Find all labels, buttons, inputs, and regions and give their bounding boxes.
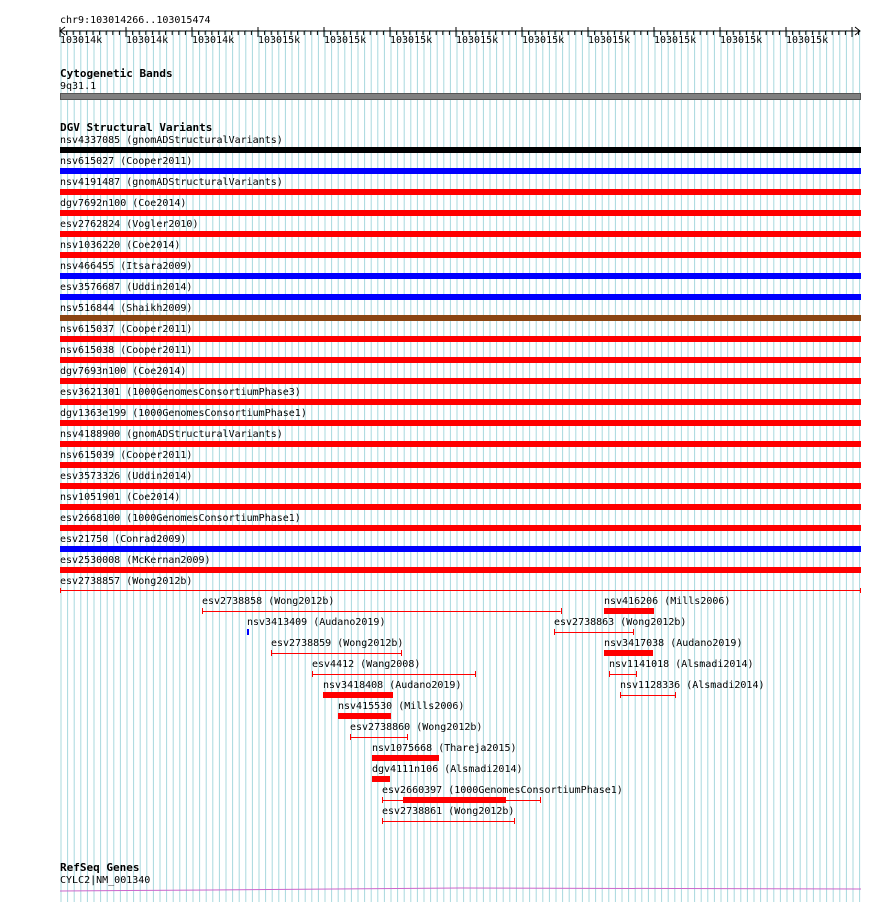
dgv-feature-label[interactable]: nsv1051901 (Coe2014) [60,492,181,503]
dgv-feature-bar[interactable] [403,797,507,803]
dgv-feature-label[interactable]: nsv466455 (Itsara2009) [60,261,193,272]
ruler-tick-label: 103014k [192,35,235,46]
dgv-feature-line[interactable] [60,588,861,593]
dgv-feature-bar[interactable] [372,755,439,761]
dgv-feature-label[interactable]: dgv4111n106 (Alsmadi2014) [372,764,523,775]
dgv-feature-label[interactable]: esv2738857 (Wong2012b) [60,576,193,587]
ruler-range-label: chr9:103014266..103015474 [60,15,211,26]
refseq-gene-line[interactable] [60,885,861,893]
ruler-tick-label: 103015k [720,35,763,46]
dgv-feature-line[interactable] [620,692,676,698]
refseq-gene-label[interactable]: CYLC2|NM_001340 [60,875,151,886]
dgv-feature-bar[interactable] [323,692,393,698]
dgv-feature-label[interactable]: dgv7693n100 (Coe2014) [60,366,187,377]
dgv-feature-label[interactable]: nsv1128336 (Alsmadi2014) [620,680,765,691]
dgv-feature-label[interactable]: esv3621301 (1000GenomesConsortiumPhase3) [60,387,301,398]
dgv-feature-bar[interactable] [60,252,861,258]
dgv-feature-label[interactable]: esv2738859 (Wong2012b) [271,638,404,649]
dgv-feature-line[interactable] [554,629,635,635]
ruler-tick-label: 103015k [522,35,565,46]
dgv-feature-bar[interactable] [60,189,861,195]
dgv-feature-line[interactable] [609,671,637,677]
dgv-feature-label[interactable]: esv2762824 (Vogler2010) [60,219,199,230]
dgv-feature-label[interactable]: esv2738860 (Wong2012b) [350,722,483,733]
dgv-feature-label[interactable]: dgv1363e199 (1000GenomesConsortiumPhase1) [60,408,307,419]
ruler-tick-label: 103015k [588,35,631,46]
dgv-feature-label[interactable]: nsv1141018 (Alsmadi2014) [609,659,754,670]
dgv-feature-label[interactable]: nsv615038 (Cooper2011) [60,345,193,356]
ruler-tick-label: 103015k [324,35,367,46]
dgv-feature-label[interactable]: esv4412 (Wang2008) [312,659,421,670]
dgv-feature-line[interactable] [271,650,402,656]
dgv-feature-label[interactable]: nsv615037 (Cooper2011) [60,324,193,335]
ruler-tick-label: 103015k [786,35,829,46]
ruler-tick-label: 103015k [258,35,301,46]
cytoband-label: 9q31.1 [60,81,97,92]
refseq-track-title[interactable]: RefSeq Genes [60,861,140,874]
dgv-feature-bar[interactable] [60,483,861,489]
dgv-feature-label[interactable]: nsv516844 (Shaikh2009) [60,303,193,314]
dgv-feature-label[interactable]: nsv3417038 (Audano2019) [604,638,743,649]
dgv-feature-line[interactable] [312,671,476,677]
dgv-feature-label[interactable]: nsv4337085 (gnomADStructuralVariants) [60,135,283,146]
dgv-feature-bar[interactable] [60,546,861,552]
dgv-feature-bar[interactable] [60,357,861,363]
dgv-feature-label[interactable]: esv2668100 (1000GenomesConsortiumPhase1) [60,513,301,524]
dgv-feature-bar[interactable] [338,713,391,719]
dgv-feature-bar[interactable] [60,441,861,447]
dgv-feature-label[interactable]: nsv1075668 (Thareja2015) [372,743,517,754]
dgv-feature-bar[interactable] [60,504,861,510]
dgv-feature-bar[interactable] [60,378,861,384]
dgv-feature-bar[interactable] [604,650,653,656]
dgv-feature-bar[interactable] [247,629,249,635]
dgv-feature-label[interactable]: nsv615027 (Cooper2011) [60,156,193,167]
dgv-feature-line[interactable] [202,608,561,614]
dgv-feature-bar[interactable] [60,336,861,342]
dgv-feature-bar[interactable] [60,399,861,405]
dgv-feature-label[interactable]: nsv415530 (Mills2006) [338,701,465,712]
ruler-tick-label: 103014k [126,35,169,46]
dgv-feature-label[interactable]: nsv3413409 (Audano2019) [247,617,386,628]
dgv-feature-label[interactable]: esv3573326 (Uddin2014) [60,471,193,482]
dgv-feature-label[interactable]: nsv4188900 (gnomADStructuralVariants) [60,429,283,440]
cytobands-track-title[interactable]: Cytogenetic Bands [60,67,173,80]
dgv-feature-bar[interactable] [372,776,390,782]
ruler-tick-label: 103014k [60,35,103,46]
dgv-feature-line[interactable] [382,818,516,824]
dgv-feature-label[interactable]: esv2530008 (McKernan2009) [60,555,211,566]
dgv-feature-label[interactable]: nsv3418408 (Audano2019) [323,680,462,691]
dgv-feature-bar[interactable] [60,147,861,153]
dgv-feature-label[interactable]: nsv4191487 (gnomADStructuralVariants) [60,177,283,188]
dgv-feature-bar[interactable] [604,608,654,614]
dgv-feature-label[interactable]: esv21750 (Conrad2009) [60,534,187,545]
dgv-feature-bar[interactable] [60,315,861,321]
dgv-feature-bar[interactable] [60,567,861,573]
cytoband-bar[interactable] [60,93,861,100]
dgv-feature-label[interactable]: nsv1036220 (Coe2014) [60,240,181,251]
ruler-tick-label: 103015k [390,35,433,46]
dgv-feature-label[interactable]: esv2738861 (Wong2012b) [382,806,515,817]
ruler-tick-label: 103015k [456,35,499,46]
ruler-tick-label: 103015k [654,35,697,46]
dgv-feature-label[interactable]: esv2738863 (Wong2012b) [554,617,687,628]
dgv-track-title[interactable]: DGV Structural Variants [60,121,213,134]
dgv-feature-bar[interactable] [60,168,861,174]
dgv-feature-bar[interactable] [60,420,861,426]
dgv-feature-label[interactable]: nsv615039 (Cooper2011) [60,450,193,461]
dgv-feature-bar[interactable] [60,525,861,531]
dgv-feature-label[interactable]: esv2660397 (1000GenomesConsortiumPhase1) [382,785,623,796]
dgv-feature-label[interactable]: esv3576687 (Uddin2014) [60,282,193,293]
dgv-feature-label[interactable]: esv2738858 (Wong2012b) [202,596,335,607]
dgv-feature-bar[interactable] [60,273,861,279]
dgv-feature-label[interactable]: nsv416206 (Mills2006) [604,596,731,607]
dgv-feature-label[interactable]: dgv7692n100 (Coe2014) [60,198,187,209]
dgv-feature-bar[interactable] [60,462,861,468]
dgv-feature-bar[interactable] [60,231,861,237]
dgv-feature-bar[interactable] [60,294,861,300]
dgv-feature-bar[interactable] [60,210,861,216]
dgv-feature-line[interactable] [350,734,408,740]
